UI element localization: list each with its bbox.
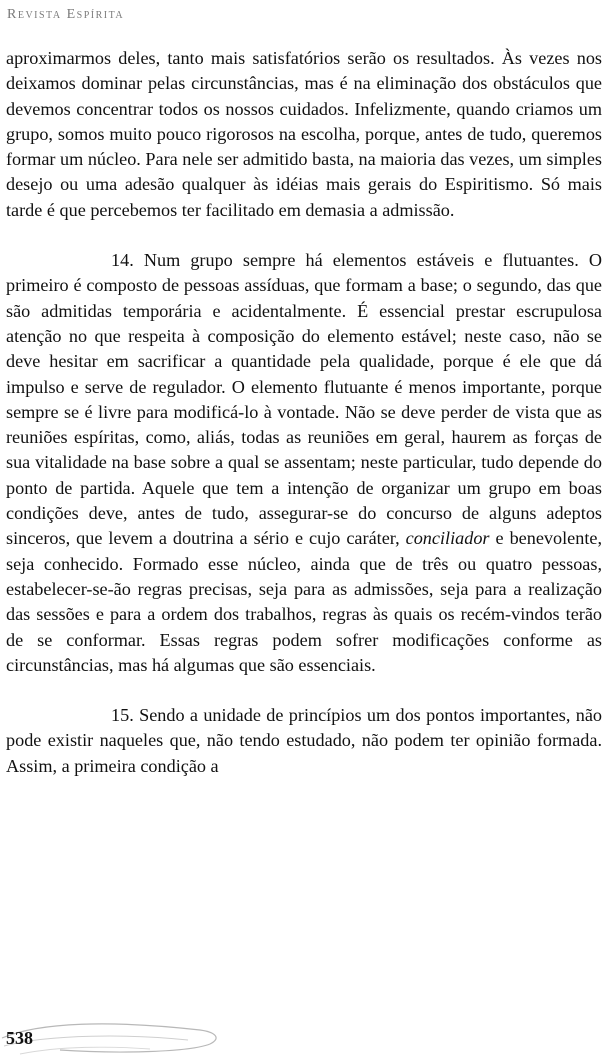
page-body bbox=[6, 46, 602, 779]
paragraph-15-text: 15. Sendo a unidade de princípios um dos pontos importantes, não pode existir naqueles que, não tendo estudado, não podem ter opinião formada. Assim, a primeira condição a bbox=[6, 705, 602, 776]
page-footer bbox=[0, 1016, 611, 1058]
paragraph-continuation: aproximarmos deles, tanto mais satisfatórios serão os resultados. Às vezes nos deixamos dominar pelas circunstâncias, mas é na eliminação dos obstáculos que devemos concentrar todos os nossos cuidados. Infelizmente, quando criamos um grupo, somos muito pouco rigorosos na escolha, porque, antes de tudo, queremos formar um núcleo. Para nele ser admitido basta, na maioria das vezes, um simples desejo ou uma adesão qualquer às idéias mais gerais do Espiritismo. Só mais tarde é que percebemos ter facilitado em demasia a admissão. bbox=[6, 48, 602, 220]
paragraph-14-italic-term: conciliador bbox=[405, 528, 490, 549]
paragraph-15 bbox=[6, 703, 602, 779]
page-number: 538 bbox=[6, 1028, 33, 1048]
decorative-flourish-icon bbox=[0, 1016, 240, 1058]
paragraph-14-text-end: e benevolente, seja conhecido. Formado esse núcleo, ainda que de três ou quatro pessoas, estabelecer-se-ão regras precisas, seja para as admissões, seja para a realização das sessões e para a ordem dos trabalhos, regras às quais os recém-vindos terão de se conformar. Essas regras podem sofrer modificações conforme as circunstâncias, mas há algumas que são essenciais. bbox=[6, 528, 602, 675]
paragraph-14 bbox=[6, 248, 602, 678]
paragraph-14-text-start: 14. Num grupo sempre há elementos estáveis e flutuantes. O primeiro é composto de pessoas assíduas, que formam a base; o segundo, das que são admitidas temporária e acidentalmente. É essencial prestar escrupulosa atenção no que respeita à composição do elemento estável; neste caso, não se deve hesitar em sacrificar a quantidade pela qualidade, porque é ele que dá impulso e serve de regulador. O elemento flutuante é menos importante, porque sempre se é livre para modificá-lo à vontade. Não se deve perder de vista que as reuniões espíritas, como, aliás, todas as reuniões em geral, haurem as forças de sua vitalidade na base sobre a qual se assentam; neste particular, tudo depende do ponto de partida. Aquele que tem a intenção de organizar um grupo em boas condições deve, antes de tudo, assegurar-se do concurso de alguns adeptos sinceros, que levem a doutrina a sério e cujo caráter, bbox=[6, 250, 602, 549]
running-header: Revista Espírita bbox=[7, 7, 125, 22]
